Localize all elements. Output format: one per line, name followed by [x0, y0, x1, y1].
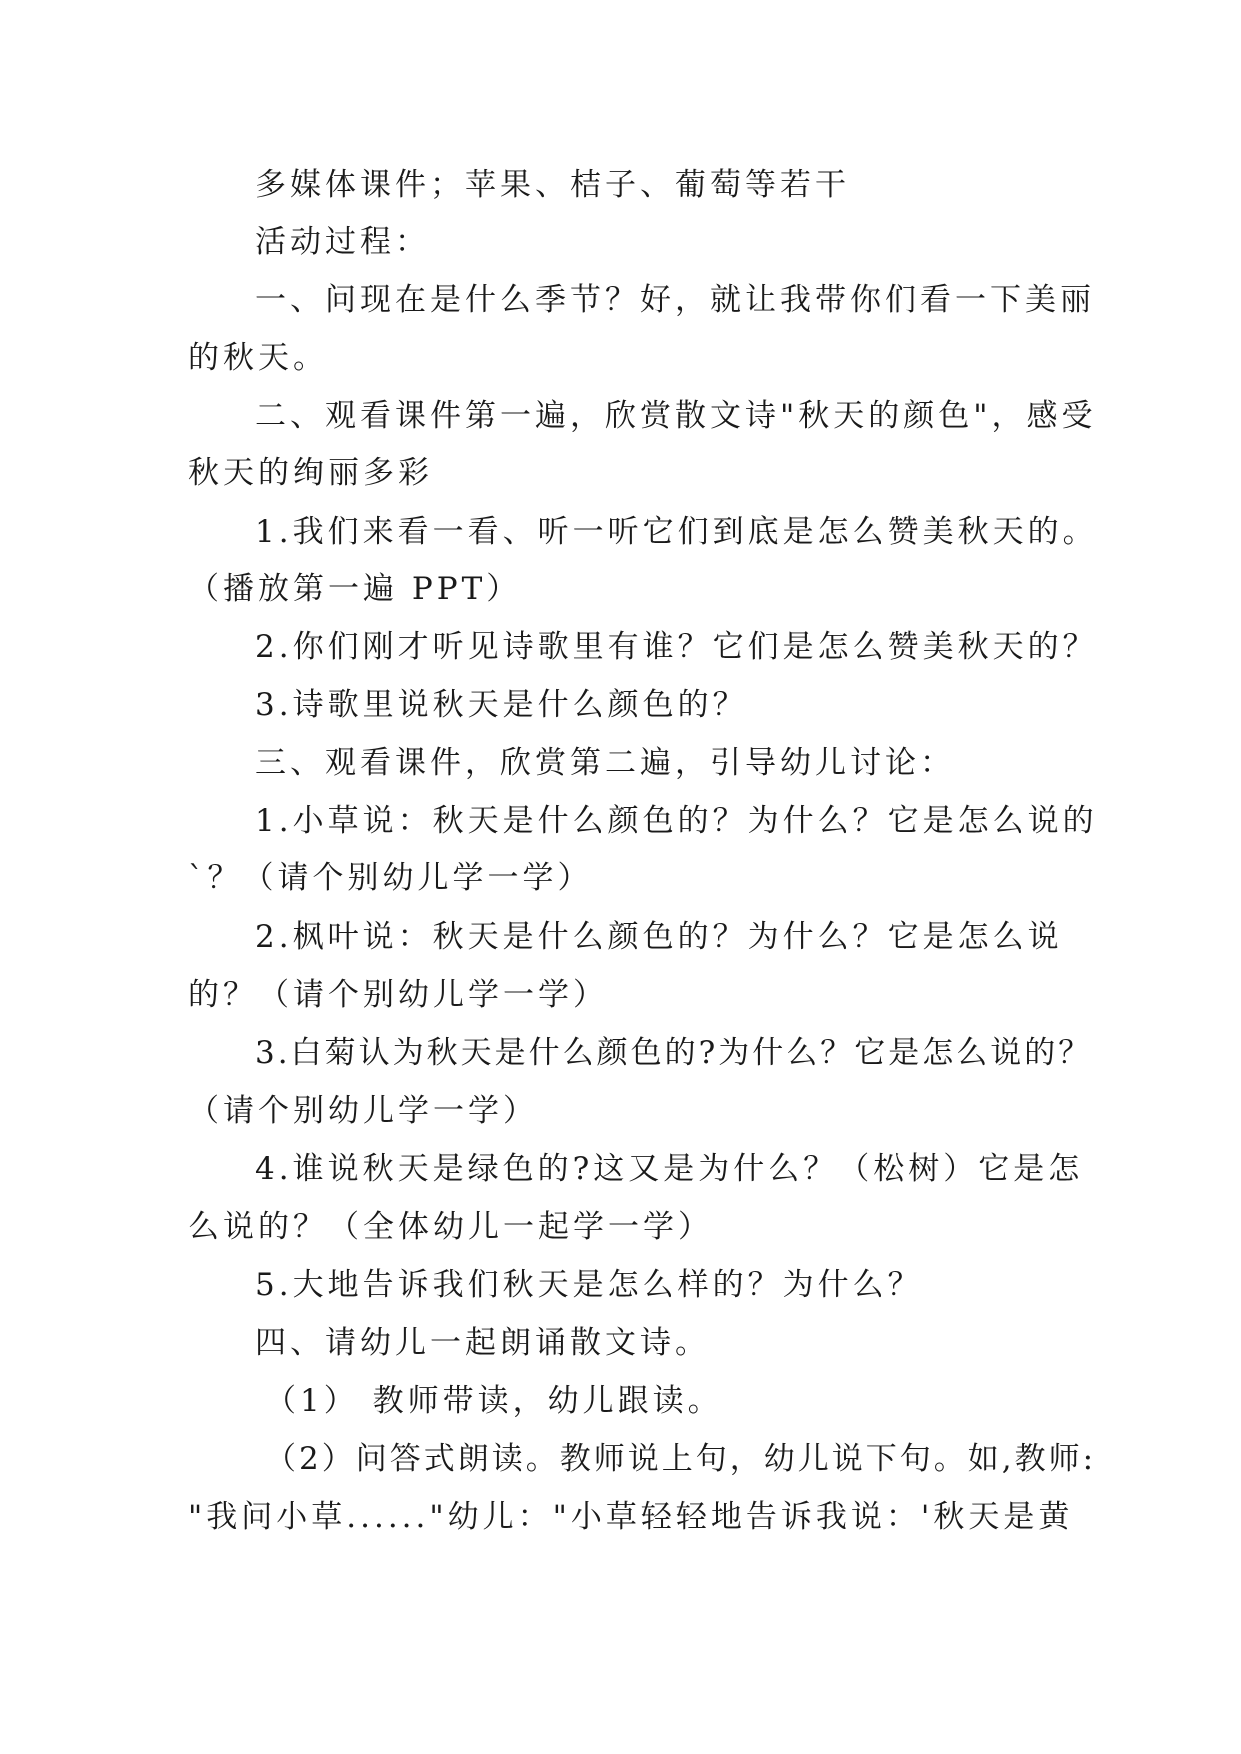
text-line: 5.大地告诉我们秋天是怎么样的？为什么？ [255, 1267, 923, 1303]
text-line: 多媒体课件；苹果、桔子、葡萄等若干 [255, 167, 850, 203]
text-line: 的秋天。 [188, 340, 328, 376]
text-line: 2.枫叶说：秋天是什么颜色的？为什么？它是怎么说 [255, 919, 1063, 955]
text-line: （2）问答式朗读。教师说上句，幼儿说下句。如,教师: [265, 1441, 1097, 1477]
text-line: 秋天的绚丽多彩 [188, 455, 433, 491]
text-line: （请个别幼儿学一学） [188, 1093, 538, 1129]
text-line: 么说的？（全体幼儿一起学一学） [188, 1209, 713, 1245]
text-line: 1.我们来看一看、听一听它们到底是怎么赞美秋天的。 [255, 514, 1098, 550]
text-line: 一、问现在是什么季节？好，就让我带你们看一下美丽 [255, 282, 1095, 318]
text-line: 4.谁说秋天是绿色的?这又是为什么？（松树）它是怎 [255, 1151, 1084, 1187]
text-line: 四、请幼儿一起朗诵散文诗。 [255, 1325, 710, 1361]
text-line: 2.你们刚才听见诗歌里有谁？它们是怎么赞美秋天的？ [255, 629, 1098, 665]
text-line: "我问小草......"幼儿："小草轻轻地告诉我说：'秋天是黄 [188, 1499, 1074, 1535]
text-line: 二、观看课件第一遍，欣赏散文诗"秋天的颜色"，感受 [255, 398, 1097, 434]
text-line: `？（请个别幼儿学一学） [188, 860, 593, 896]
text-line: 的？（请个别幼儿学一学） [188, 977, 608, 1013]
text-line: 活动过程： [255, 224, 430, 260]
text-line: 1.小草说：秋天是什么颜色的？为什么？它是怎么说的 [255, 803, 1098, 839]
text-line: 3.白菊认为秋天是什么颜色的?为什么？它是怎么说的？ [255, 1035, 1093, 1071]
text-line: 三、观看课件，欣赏第二遍，引导幼儿讨论： [255, 745, 955, 781]
text-line: （播放第一遍 PPT） [188, 571, 522, 607]
text-line: （1） 教师带读，幼儿跟读。 [265, 1383, 723, 1419]
text-line: 3.诗歌里说秋天是什么颜色的？ [255, 687, 748, 723]
